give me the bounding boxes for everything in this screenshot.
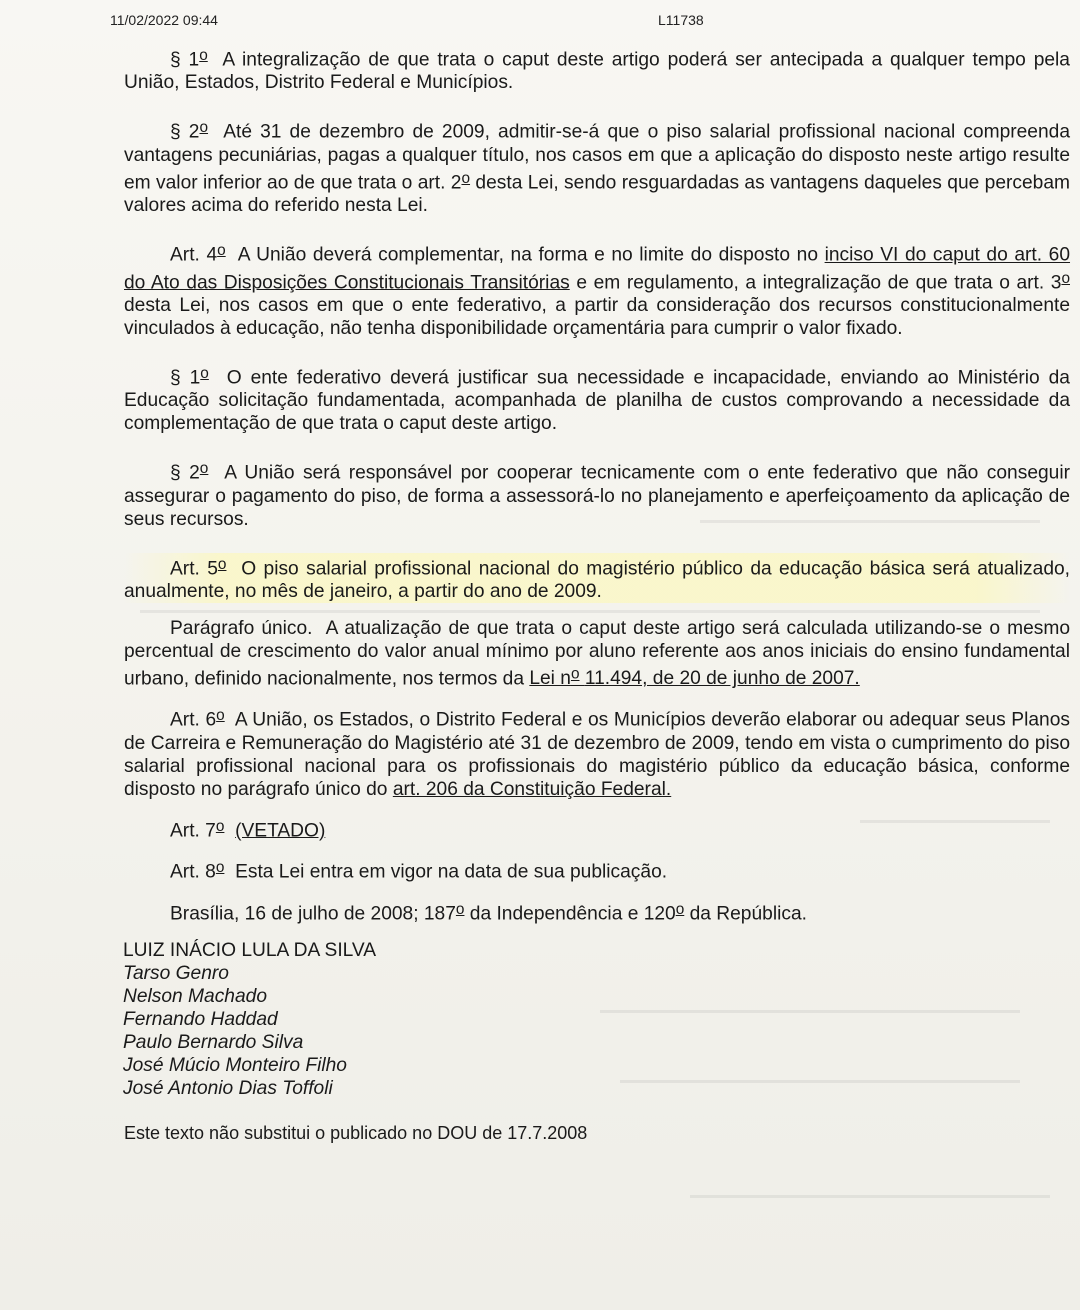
bleed-through-mark (690, 1195, 1050, 1198)
art3-paragraph-2: § 2$^o$ Até 31 de dezembro de 2009, admitir-se-á que o piso salarial profissional nacional compreenda vantagens pecuniárias, pagas a qualquer título, nos casos em que a aplicação do disposto neste artigo resulte em valor inferior ao de que trata o art. 2$^o$ desta Lei, sendo resguardadas as vantagens daqueles que percebam valores acima do referido nesta Lei. (124, 119, 1070, 217)
art5: Art. 5$^o$ O piso salarial profissional nacional do magistério público da educação básica será atualizado, anualmente, no mês de janeiro, a partir do ano de 2009. (124, 553, 1070, 603)
print-date: 11/02/2022 09:44 (110, 12, 218, 28)
art8: Art. 8$^o$ Esta Lei entra em vigor na data de sua publicação. (170, 859, 668, 883)
vetado-link[interactable]: (VETADO) (235, 820, 326, 842)
minister-signature: José Antonio Dias Toffoli (123, 1077, 333, 1099)
constituicao-art206-link[interactable]: art. 206 da Constituição Federal. (392, 778, 672, 800)
dou-footnote: Este texto não substitui o publicado no DOU de 17.7.2008 (124, 1122, 588, 1143)
law-code: L11738 (658, 12, 704, 28)
minister-signature: Paulo Bernardo Silva (123, 1031, 304, 1053)
minister-signature: Fernando Haddad (123, 1008, 278, 1030)
minister-signature: Nelson Machado (123, 985, 267, 1007)
art4-paragraph-1: § 1$^o$ O ente federativo deverá justificar sua necessidade e incapacidade, enviando ao Ministério da Educação solicitação fundamentada, acompanhada de planilha de custos comprovando a necessidade da complementação de que trata o caput deste artigo. (124, 364, 1070, 435)
president-signature: LUIZ INÁCIO LULA DA SILVA (123, 939, 377, 961)
art4-paragraph-2: § 2$^o$ A União será responsável por cooperar tecnicamente com o ente federativo que não conseguir assegurar o pagamento do piso, de forma a assessorá-lo no planejamento e aperfeiçoamento da aplicação de seus recursos. (124, 460, 1070, 530)
adct-link[interactable]: inciso VI do caput do art. 60 do Ato das Disposições Constitucionais Transitórias (124, 244, 1071, 293)
lei-11494-link[interactable]: Lei $n^o$ 11.494, de 20 de junho de 2007. (529, 666, 860, 690)
closing-date: Brasília, 16 de julho de 2008; 187$^o$ da Independência e 120$^o$ da República. (170, 900, 807, 924)
minister-signature: José Múcio Monteiro Filho (123, 1054, 347, 1076)
art4: Art. 4$^o$ A União deverá complementar, na forma e no limite do disposto no inciso VI do caput do art. 60 do Ato das Disposições Constitucionais Transitórias e em regulamento, a integralização de que trata o art. 3$^o$ desta Lei, nos casos em que o ente federativo, a partir da consideração dos recursos constitucionalmente vinculados à educação, não tenha disponibilidade orçamentária para cumprir o valor fixado. (124, 242, 1071, 339)
minister-signature: Tarso Genro (123, 962, 229, 984)
art3-paragraph-1: § 1$^o$ A integralização de que trata o caput deste artigo poderá ser antecipada a qualquer tempo pela União, Estados, Distrito Federal e Municípios. (124, 47, 1070, 94)
art7: Art. 7$^o$ (VETADO) (170, 817, 326, 842)
art6: Art. 6$^o$ A União, os Estados, o Distrito Federal e os Municípios deverão elaborar ou adequar seus Planos de Carreira e Remuneração do Magistério até 31 de dezembro de 2009, tendo em vista o cumprimento do piso salarial profissional nacional para os profissionais do magistério público da educação básica, conforme disposto no parágrafo único do art. 206 da Constituição Federal. (124, 707, 1070, 800)
signatures (123, 939, 1070, 1100)
law-text (124, 44, 1070, 1163)
art5-sole-paragraph: Parágrafo único. A atualização de que trata o caput deste artigo será calculada utilizando-se o mesmo percentual de crescimento do valor anual mínimo por aluno referente aos anos iniciais do ensino fundamental urbano, definido nacionalmente, nos termos da Lei $n^o$ 11.494, de 20 de junho de 2007. (124, 618, 1070, 690)
